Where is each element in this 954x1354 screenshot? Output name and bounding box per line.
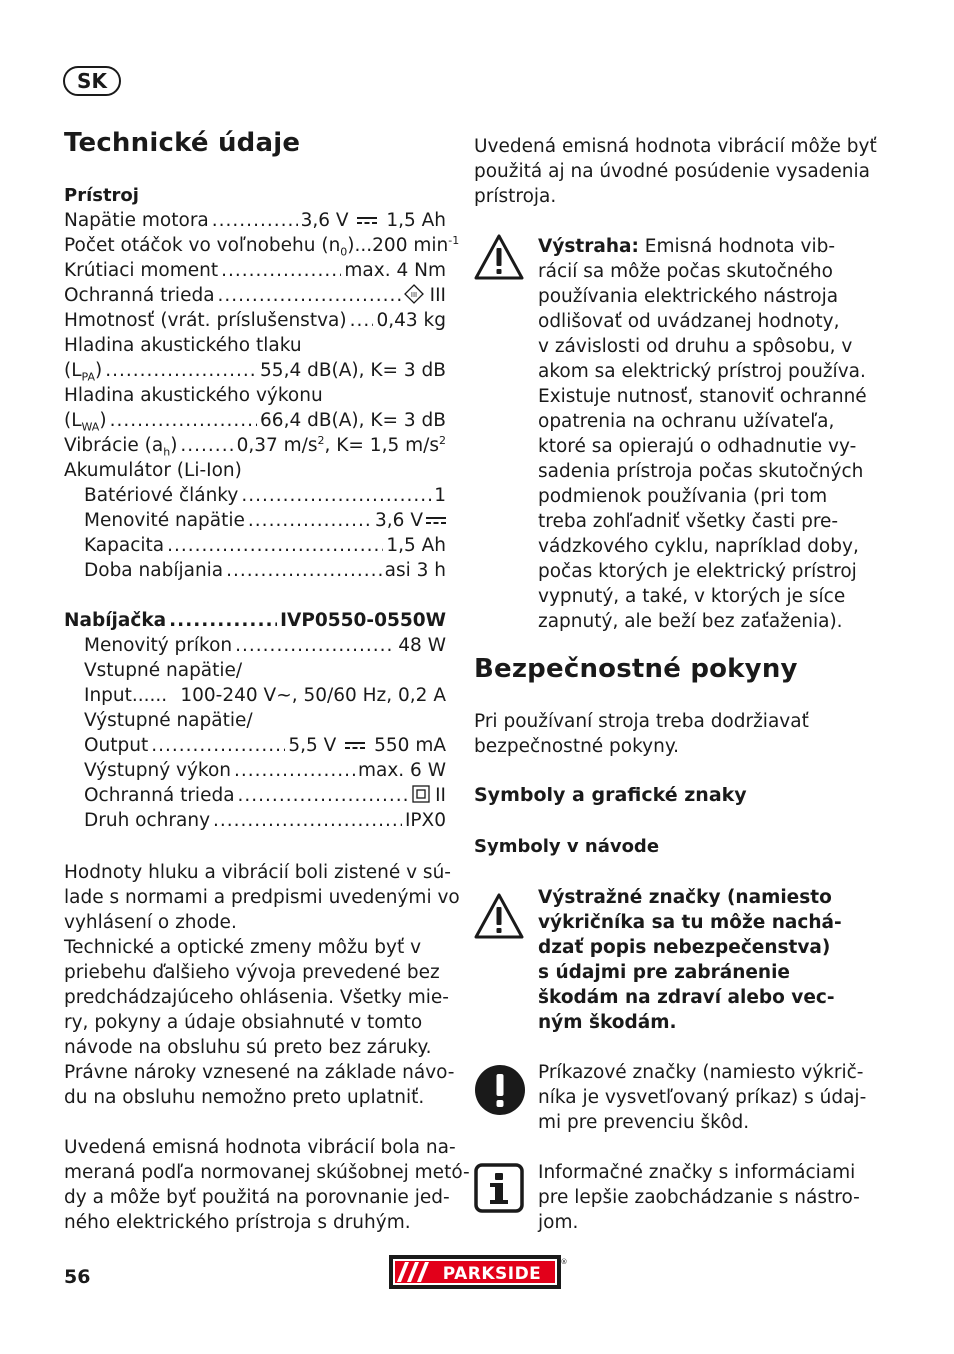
page-number: 56 [64,1266,91,1288]
spec-row-torque: Krútiaci moment ..... max. 4 Nm [64,258,446,283]
info-icon [474,1163,524,1213]
section-title-safety: Bezpečnostné pokyny [474,654,798,684]
parkside-logo [389,1255,567,1289]
charger-row-input-label: Vstupné napätie/ [84,660,243,681]
spec-row-vibration: Vibrácie $(a_h)$ ..... 0,37 $m/s^2$, K= 1,5 $m/s^2$ [64,433,446,458]
mandatory-exclamation-icon [474,1064,526,1116]
symbols-title: Symboly a grafické znaky [474,784,747,806]
command-signs-text: Príkazové značky (namiesto výkrič- níka je vysvetľovaný príkaz) s údaj- mi pre prevenciu škôd. [538,1062,867,1133]
spec-row-sound-pressure-label: Hladina akustického tlaku [64,335,302,356]
warning-triangle-icon [474,234,524,280]
charger-row-input: Input...... 100-240 V~, 50/60 Hz, 0,2 A [84,685,446,706]
dc-symbol-icon [426,516,446,526]
protection-class-ii-icon [412,785,430,803]
charger-row-output-label: Výstupné napätie/ [84,710,253,731]
spec-row-battery-cells: Batériové články ..... 1 [64,483,446,508]
spec-row-protection-class: Ochranná trieda ..... III III [64,283,446,308]
protection-class-iii-icon [404,284,424,304]
manual-symbols-title: Symboly v návode [474,836,660,857]
charger-row-output: Output ..... 5,5 V 550 mA [64,733,446,758]
section-title-technical-data: Technické údaje [64,128,301,158]
intro-paragraph: Uvedená emisná hodnota vibrácií môže byť použitá aj na úvodné posúdenie vysadenia prístroja. [474,136,877,207]
warning-triangle-icon [474,893,524,939]
spec-row-idle-speed: Počet otáčok vo voľnobehu $(n_0)...200$ $\min^{-1}$ [64,233,460,259]
spec-row-capacity: Kapacita ..... 1,5 Ah [64,533,446,558]
svg-text:III: III [410,291,417,299]
spec-row-charging-time: Doba nabíjania ..... asi 3 h [64,558,446,583]
vibration-emission-paragraph: Uvedená emisná hodnota vibrácií bola na- meraná podľa normovanej skúšobnej metó- dy a môže byť použitá na porovnanie jed- ného elektrického prístroja s druhým. [64,1137,470,1233]
charger-row-ingress-protection: Druh ochrany ..... IPX0 [64,808,446,833]
charger-row-output-power: Výstupný výkon ..... max. 6 W [64,758,446,783]
spec-row-motor-voltage: Napätie motora ..... 3,6 V 1,5 Ah [64,208,446,233]
device-heading: Prístroj [64,185,139,206]
charger-spec-list [64,608,446,833]
spec-row-rated-voltage: Menovité napätie ..... 3,6 V [64,508,446,533]
dc-symbol-icon [357,216,377,226]
charger-heading: Nabíjačka ..... IVP0550-0550W [64,608,446,633]
safety-intro-paragraph: Pri používaní stroja treba dodržiavať bezpečnostné pokyny. [474,711,809,757]
charger-row-rated-power: Menovitý príkon ..... 48 W [64,633,446,658]
dc-symbol-icon [345,741,365,751]
spec-row-weight: Hmotnosť (vrát. príslušenstva) ..... 0,43 kg [64,308,446,333]
info-signs-text: Informačné značky s informáciami pre lepšie zaobchádzanie s nástro- jom. [538,1162,860,1233]
vibration-warning-text: Výstraha: Emisná hodnota vib- rácií sa môže počas skutočného používania elektrického nástroja odlišovať od uvádzanej hodnoty, v závislosti od druhu a spôsobu, v akom sa elektrický prístroj používa. Existuje nutnosť, stanoviť ochranné opatrenia na ochranu užívateľa, ktoré sa opierajú o odhadnutie vy- sadenia prístroja počas skutočných podmienok používania (pri tom treba zohľadniť všetky časti pre- vádzkového cyklu, napríklad doby, počas ktorých je elektrický prístroj vypnutý, a také, v ktorých je síce zapnutý, ale beží bez zaťaženia). [538,236,867,632]
logo-registered-mark: ® [560,1258,567,1266]
language-badge: SK [63,66,121,96]
noise-vibration-paragraph: Hodnoty hluku a vibrácií boli zistené v sú- lade s normami a predpismi uvedenými vo vyhlásení o zhode. Technické a optické zmeny môžu byť v priebehu ďalšieho vývoja prevedené bez predchádzajúceho ohlásenia. Všetky mie- ry, pokyny a údaje obsiahnuté v tomto návode na obsluhu sú preto bez záruky. Právne nároky vznesené na základe návo- du na obsluhu nemožno preto uplatniť. [64,862,460,1108]
spec-row-sound-pressure: $(L_{PA})$ ..... 55,4 dB(A), K= 3 dB [64,358,446,383]
warning-signs-text: Výstražné značky (namiesto výkričníka sa tu môže nachá- dzať popis nebezpečenstva) s údajmi pre zabránenie škodám na zdraví alebo vec- ným škodám. [538,887,842,1033]
charger-row-protection-class: Ochranná trieda ..... II [64,783,446,808]
spec-row-sound-power: $(L_{WA})$ ..... 66,4 dB(A), K= 3 dB [64,408,446,433]
spec-row-sound-power-label: Hladina akustického výkonu [64,385,323,406]
spec-row-battery-label: Akumulátor (Li-Ion) [64,460,242,481]
logo-text: PARKSIDE [442,1264,542,1284]
device-spec-list [64,208,460,583]
